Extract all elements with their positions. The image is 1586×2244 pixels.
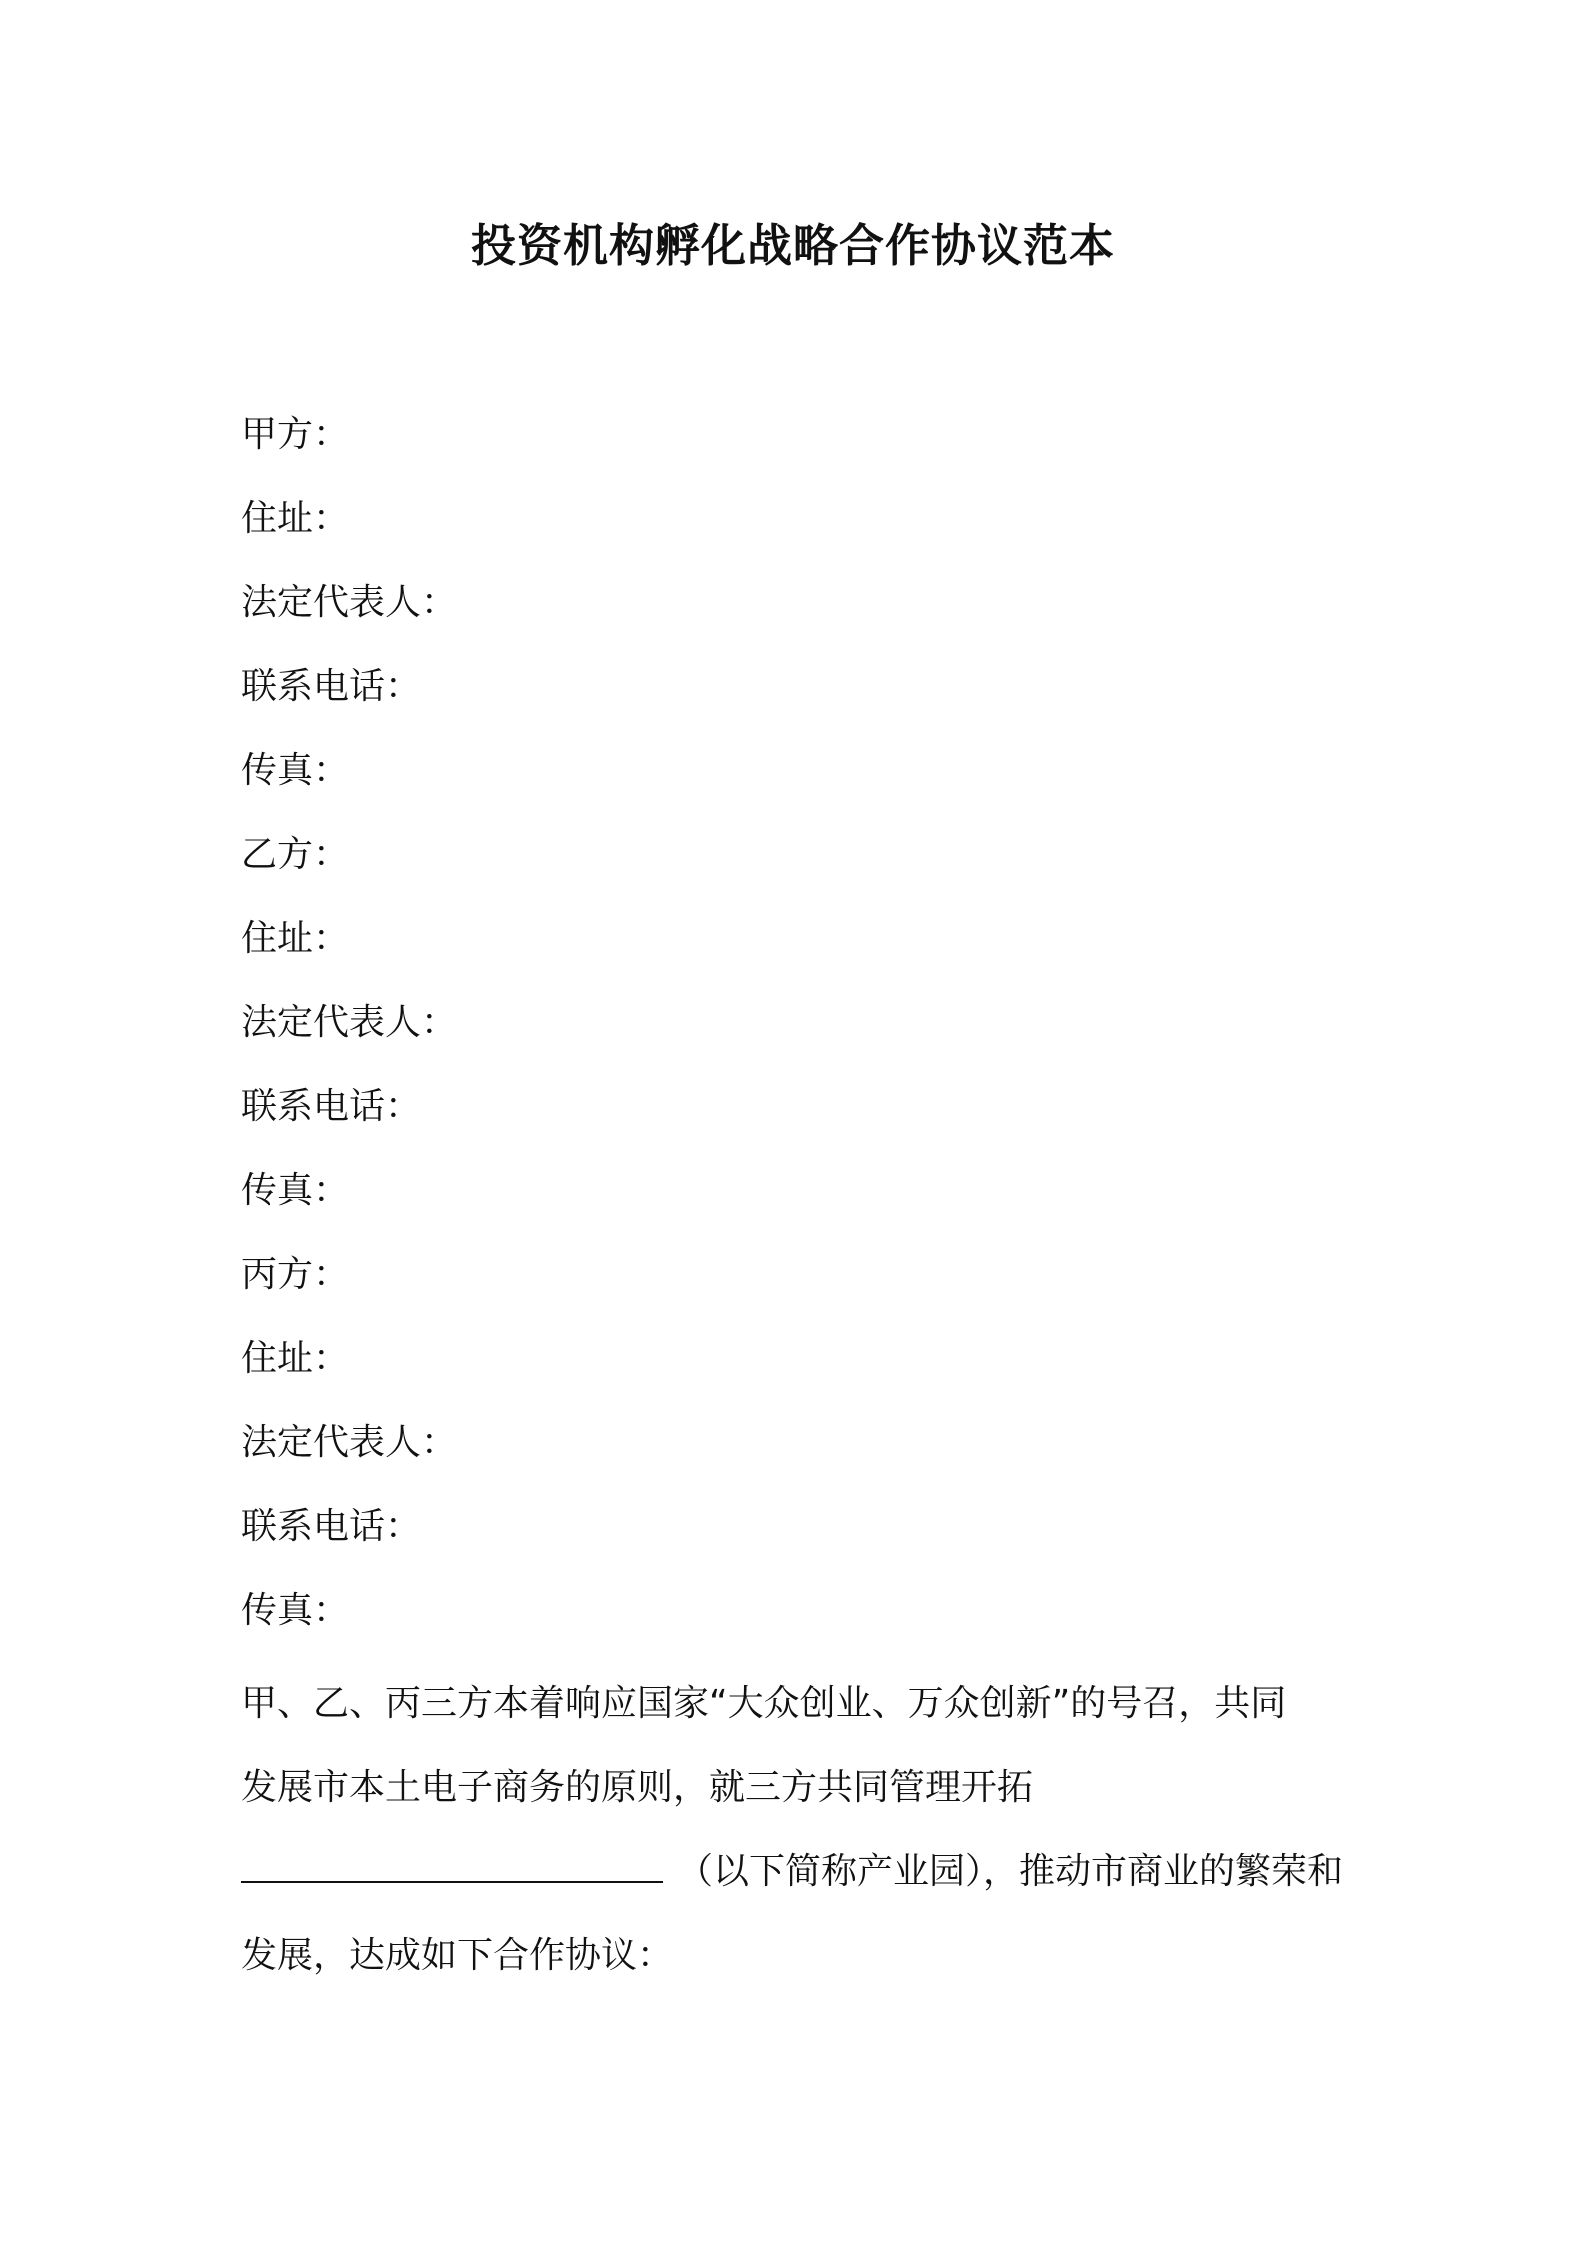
party-a-legal-rep-label: 法定代表人： xyxy=(241,582,458,623)
intro-paragraph xyxy=(241,1662,1361,1998)
party-a-fax-label: 传真： xyxy=(241,750,350,791)
party-b-legal-rep-label: 法定代表人： xyxy=(241,1002,458,1043)
intro-line-2: 发展市本土电子商务的原则，就三方共同管理开拓 xyxy=(241,1767,1034,1808)
party-c-legal-rep-label: 法定代表人： xyxy=(241,1422,458,1463)
party-c-address-label: 住址： xyxy=(241,1338,350,1379)
intro-line-1: 甲、乙、丙三方本着响应国家“大众创业、万众创新”的号召，共同 xyxy=(241,1683,1287,1724)
document-title: 投资机构孵化战略合作协议范本 xyxy=(470,219,1115,272)
party-b-label: 乙方： xyxy=(241,834,350,875)
party-info-list xyxy=(241,408,1361,1668)
party-a-label: 甲方： xyxy=(241,414,350,455)
party-b-phone-label: 联系电话： xyxy=(241,1086,422,1127)
party-b-fax-label: 传真： xyxy=(241,1170,350,1211)
blank-underline xyxy=(241,1841,663,1883)
party-c-label: 丙方： xyxy=(241,1254,350,1295)
party-c-fax-label: 传真： xyxy=(241,1590,350,1631)
intro-line-3-text: （以下简称产业园），推动市商业的繁荣和 xyxy=(677,1851,1344,1892)
party-b-address-label: 住址： xyxy=(241,918,350,959)
party-a-address-label: 住址： xyxy=(241,498,350,539)
intro-line-3 xyxy=(241,1830,1361,1914)
party-a-phone-label: 联系电话： xyxy=(241,666,422,707)
party-c-phone-label: 联系电话： xyxy=(241,1506,422,1547)
intro-line-4: 发展，达成如下合作协议： xyxy=(241,1935,674,1976)
